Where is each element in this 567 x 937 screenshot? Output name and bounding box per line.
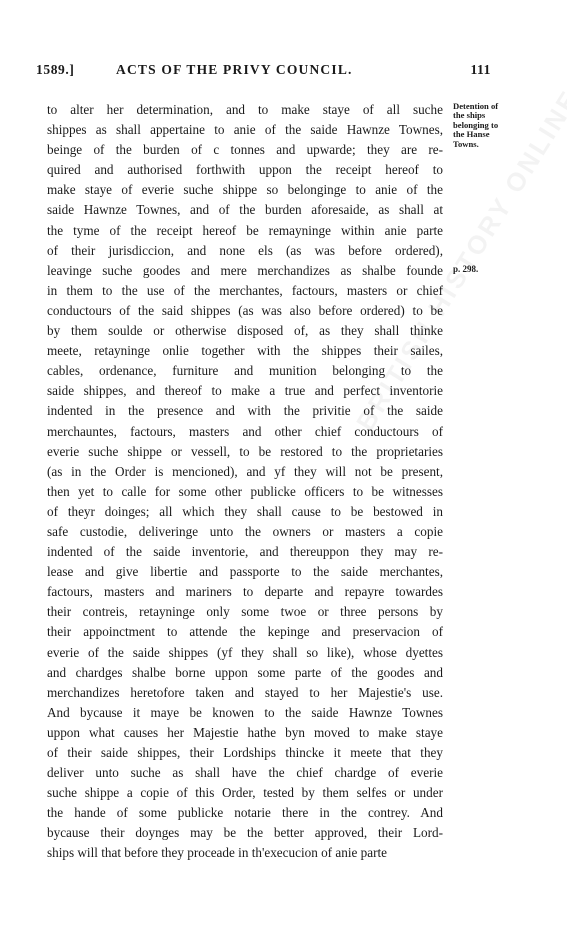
marginal-note-line: belonging to: [453, 119, 499, 130]
marginal-note: [453, 102, 533, 149]
text-line: everie suche shippe or vessell, to be restored to the proprietaries: [47, 443, 443, 459]
text-line: bycause their doynges may be the better approved, their Lord-: [47, 825, 443, 841]
text-line: factours, masters and mariners to departe and repayre towardes: [47, 584, 443, 600]
text-line: of their saide shippes, their Lordships thincke it meete that they: [47, 745, 443, 760]
text-line: saide shippes, and thereof to make a true and perfect inventorie: [47, 383, 443, 399]
text-line: quired and authorised forthwith uppon the receipt hereof to: [47, 162, 443, 178]
text-line: indented of the saide inventorie, and thereuppon they may re-: [47, 544, 443, 560]
text-line: cables, ordenance, furniture and munition belonging to the: [47, 363, 443, 379]
text-line: beinge of the burden of c tonnes and upwarde; they are re-: [47, 142, 443, 158]
marginal-note-line: the Hanse: [453, 129, 490, 140]
text-line: saide Hawnze Townes, and of the burden aforesaide, as shall at: [47, 202, 443, 218]
text-line: their appoinctment to attende the kepinge and preservacion of: [47, 624, 443, 640]
text-line: everie of the saide shippes (yf they shall so like), whose dyettes: [47, 644, 443, 660]
text-line: shippes as shall appertaine to anie of the saide Hawnze Townes,: [47, 122, 443, 138]
text-line: to alter her determination, and to make staye of all suche: [47, 102, 443, 117]
text-line: meete, retayninge onlie together with the shippes their sailes,: [47, 343, 443, 359]
text-line: the hande of some publicke notarie there in the contrey. And: [47, 805, 443, 821]
text-line: indented in the presence and with the privitie of the saide: [47, 403, 443, 419]
text-line: merchauntes, factours, masters and other chief conductours of: [47, 423, 443, 439]
text-line: ships will that before they proceade in th'execucion of anie parte: [47, 845, 387, 861]
marginal-note-line: Detention of: [453, 101, 499, 111]
text-line: in them to the use of the merchantes, factours, masters or chief: [47, 282, 443, 298]
text-line: uppon what causes her Majestie hathe byn moved to make staye: [47, 724, 443, 740]
text-line: make staye of everie suche shippe so belonginge to anie of the: [47, 182, 443, 198]
text-line: (as in the Order is mencioned), and yf they will not be present,: [47, 463, 443, 479]
page-reference: p. 298.: [453, 264, 479, 274]
text-line: conductours of the said shippes (as was also before ordered) to be: [47, 302, 443, 318]
text-line: their contreis, retayninge only some twoe or three persons by: [47, 604, 443, 620]
text-line: merchandizes heretofore taken and stayed to her Majestie's use.: [47, 684, 443, 700]
marginal-note-line: the ships: [453, 110, 486, 121]
text-line: the tyme of the receipt hereof be remayninge within anie parte: [47, 222, 443, 238]
text-line: lease and give libertie and passporte to the saide merchantes,: [47, 564, 443, 580]
text-line: of theyr doinges; all which they shall cause to be bestowed in: [47, 503, 443, 519]
text-line: safe custodie, deliveringe unto the owners or masters a copie: [47, 523, 443, 539]
text-line: then yet to calle for some other publicke officers to be witnesses: [47, 483, 443, 499]
running-head-year: 1589.]: [36, 62, 75, 77]
text-line: by them soulde or otherwise disposed of, as they shall thinke: [47, 323, 443, 339]
marginal-note-line: Towns.: [453, 138, 479, 149]
running-head: [36, 62, 491, 82]
text-line: And bycause it maye be knowen to the saide Hawnze Townes: [47, 704, 443, 720]
text-line: of their jurisdiccion, and none els (as was before ordered),: [47, 242, 443, 258]
running-head-title: ACTS OF THE PRIVY COUNCIL.: [116, 62, 353, 77]
text-line: deliver unto suche as shall have the chief chardge of everie: [47, 765, 443, 781]
page-number: 111: [470, 62, 491, 77]
text-line: suche shippe a copie of this Order, tested by them selfes or under: [47, 785, 443, 801]
body-text: [47, 100, 443, 864]
text-line: leavinge suche goodes and mere merchandizes as shalbe founde: [47, 262, 443, 278]
text-line: and chardges shalbe borne uppon some parte of the goodes and: [47, 664, 443, 680]
